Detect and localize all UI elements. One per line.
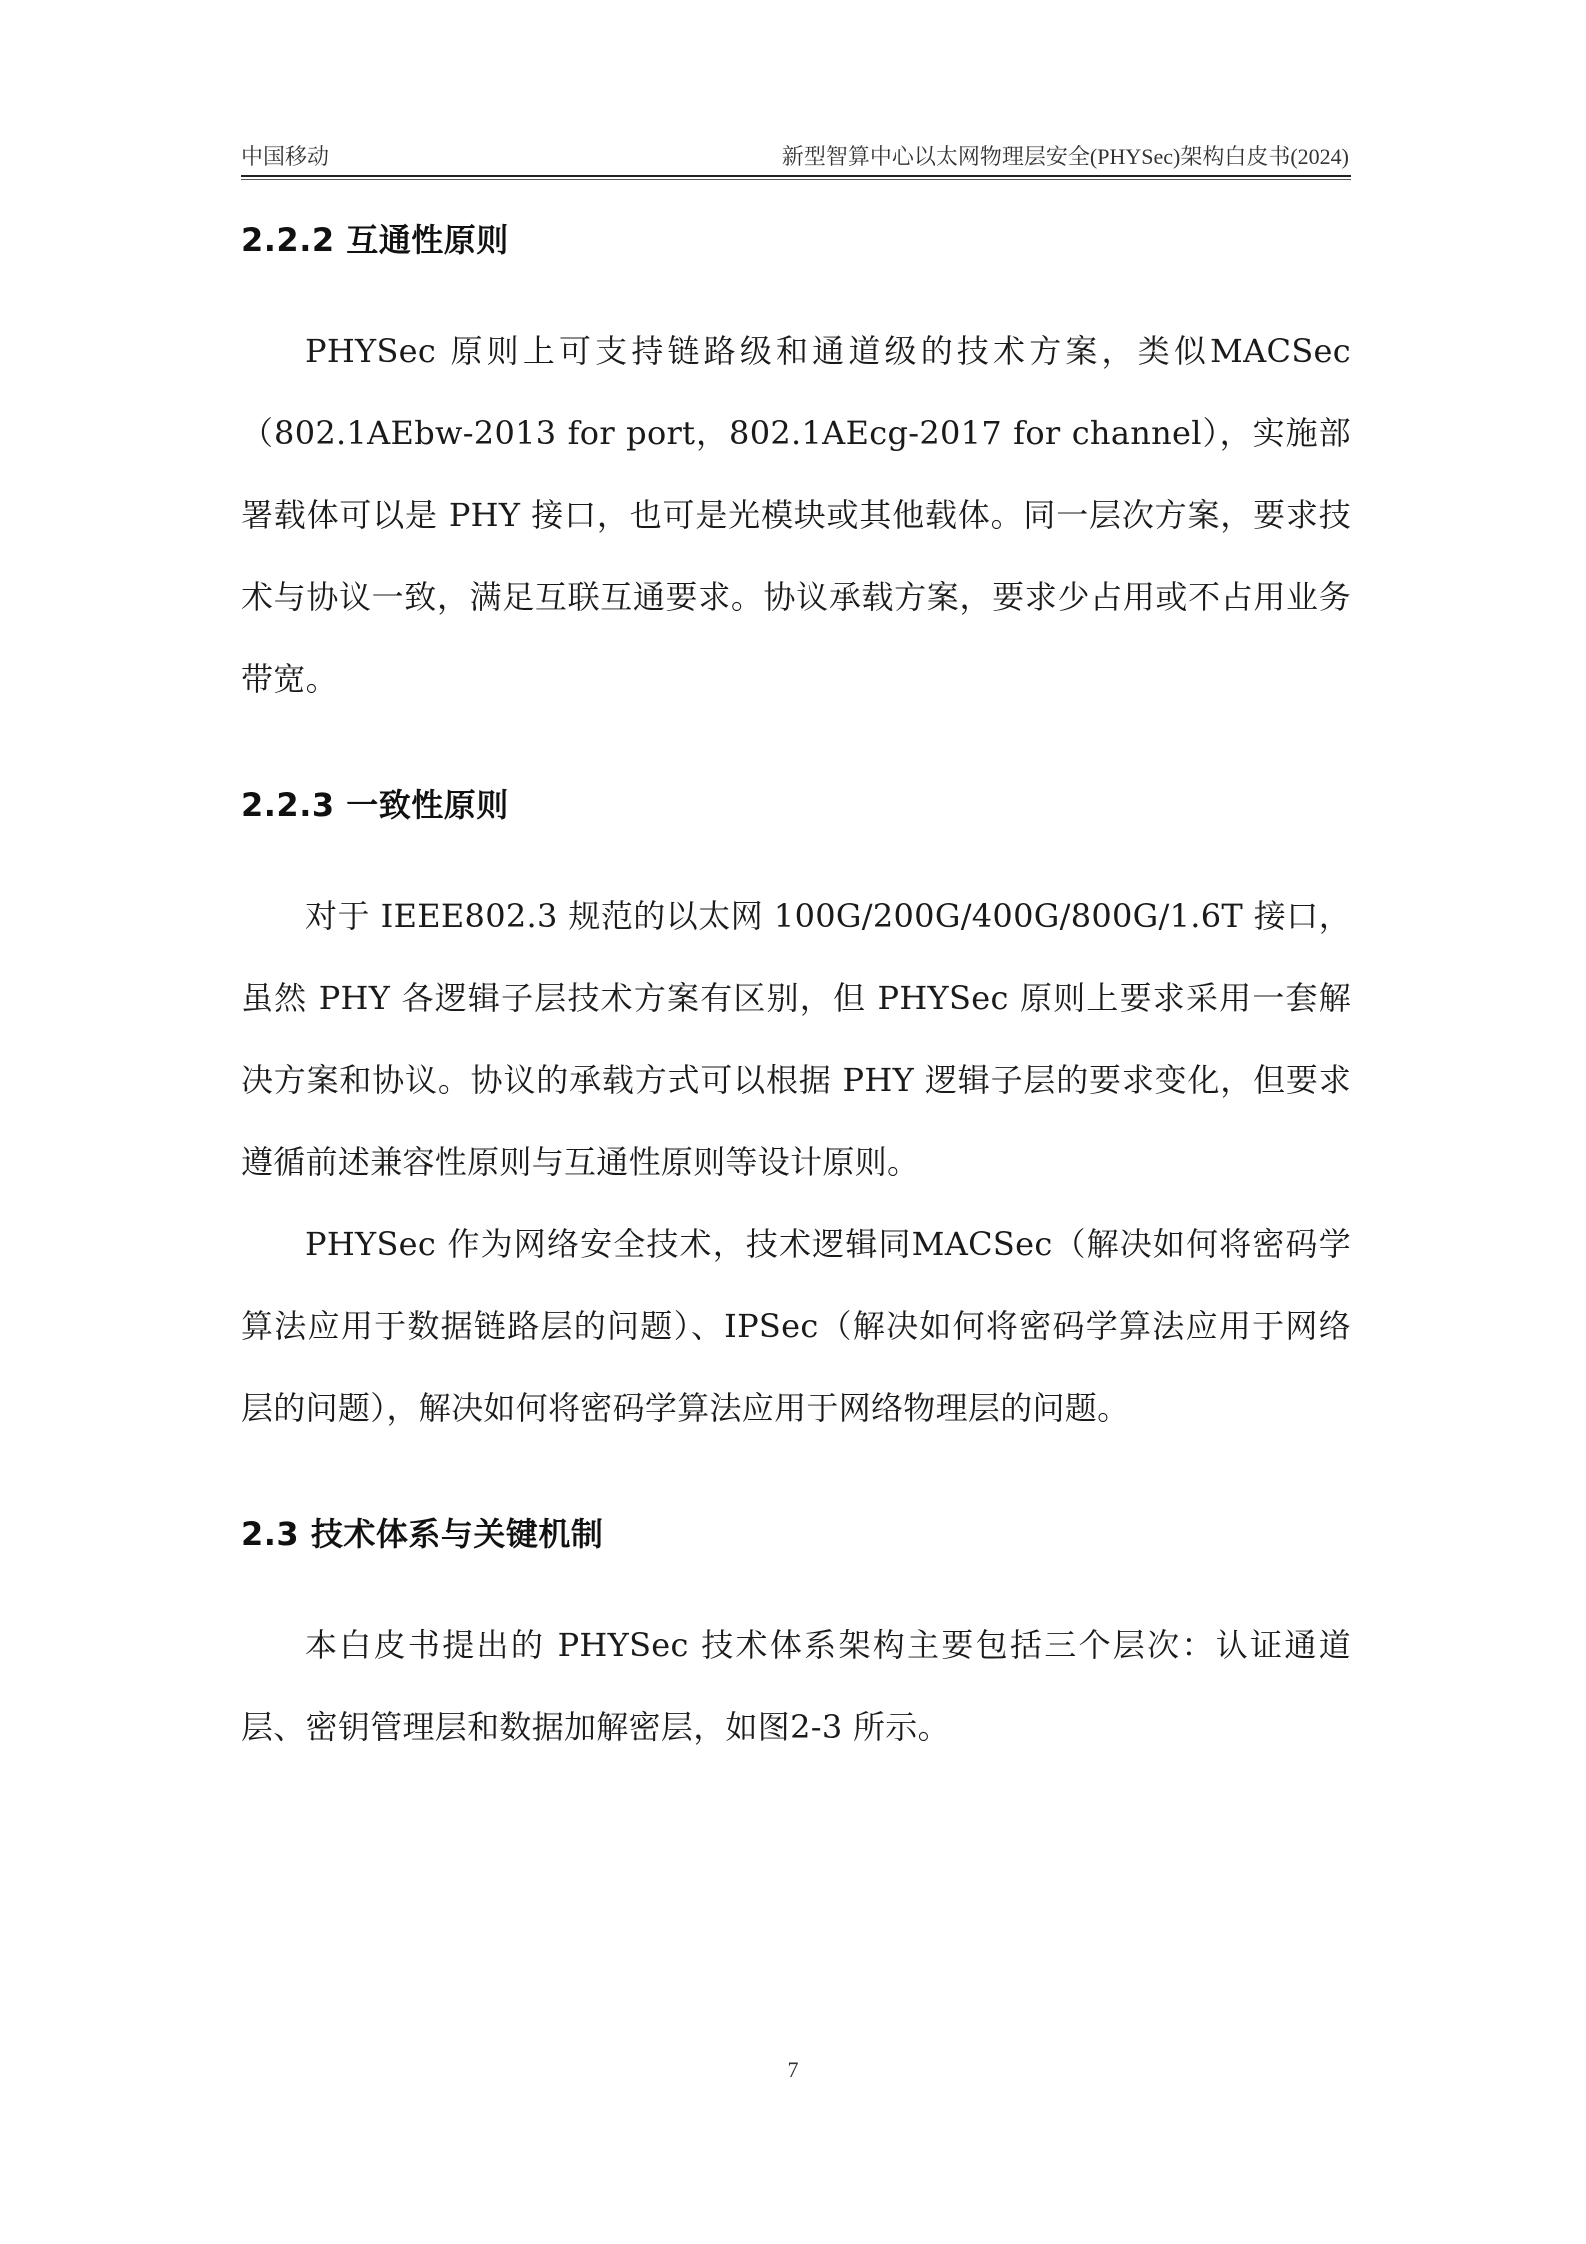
paragraph-tech-architecture: 本白皮书提出的 PHYSec 技术体系架构主要包括三个层次：认证通道层、密钥管理层和数据加解密层，如图2-3 所示。 bbox=[241, 1626, 1351, 1746]
header-document-title: 新型智算中心以太网物理层安全(PHYSec)架构白皮书(2024) bbox=[781, 144, 1349, 169]
paragraph-consistency-2: PHYSec 作为网络安全技术，技术逻辑同MACSec（解决如何将密码学算法应用于数据链路层的问题）、IPSec（解决如何将密码学算法应用于网络层的问题），解决如何将密码学算法应用于网络物理层的问题。 bbox=[241, 1225, 1351, 1427]
section-heading-2-3: 2.3 技术体系与关键机制 bbox=[241, 1515, 604, 1553]
paragraph-consistency-1: 对于 IEEE802.3 规范的以太网 100G/200G/400G/800G/1.6T 接口，虽然 PHY 各逻辑子层技术方案有区别，但 PHYSec 原则上要求采用一套解决方案和协议。协议的承载方式可以根据 PHY 逻辑子层的要求变化，但要求遵循前述兼容性原则与互通性原则等设计原则。 bbox=[241, 897, 1351, 1181]
header-divider bbox=[241, 175, 1351, 177]
section-heading-2-2-2: 2.2.2 互通性原则 bbox=[241, 221, 509, 259]
section-heading-2-2-3: 2.2.3 一致性原则 bbox=[241, 786, 509, 824]
page-number: 7 bbox=[787, 2057, 799, 2082]
page-header bbox=[241, 140, 1349, 174]
header-divider-thin bbox=[241, 179, 1351, 180]
page-content bbox=[241, 200, 1351, 1768]
paragraph-interoperability: PHYSec 原则上可支持链路级和通道级的技术方案，类似MACSec（802.1AEbw-2013 for port，802.1AEcg-2017 for channel），实施部署载体可以是 PHY 接口，也可是光模块或其他载体。同一层次方案，要求技术与协议一致，满足互联互通要求。协议承载方案，要求少占用或不占用业务带宽。 bbox=[241, 332, 1351, 698]
header-organization: 中国移动 bbox=[241, 144, 330, 169]
